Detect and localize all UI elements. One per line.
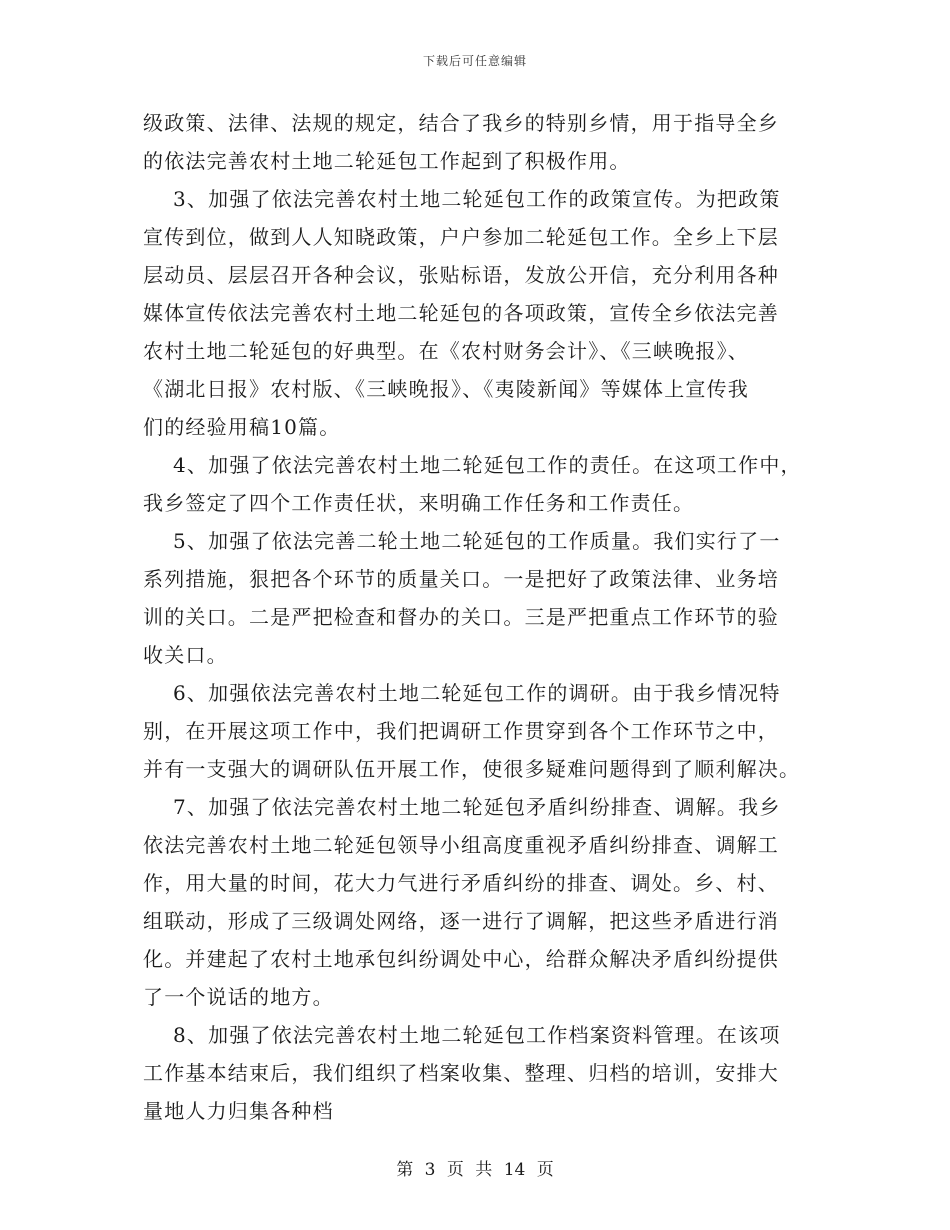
text-line: 级政策、法律、法规的规定，结合了我乡的特别乡情，用于指导全乡 [143,111,779,135]
text-line: 作，用大量的时间，花大力气进行矛盾纠纷的排查、调处。乡、村、 [143,871,779,895]
page-header: 下载后可任意编辑 [422,54,527,68]
text-line: 6、加强依法完善农村土地二轮延包工作的调研。由于我乡情况特 [173,681,781,705]
document-body [143,104,808,1130]
text-line: 并有一支强大的调研队伍开展工作，使很多疑难问题得到了顺利解决。 [143,757,801,781]
text-line: 的依法完善农村土地二轮延包工作起到了积极作用。 [143,149,631,173]
text-line: 化。并建起了农村土地承包纠纷调处中心，给群众解决矛盾纠纷提供 [143,947,779,971]
text-line: 5、加强了依法完善二轮土地二轮延包的工作质量。我们实行了一 [173,529,781,553]
text-line: 7、加强了依法完善农村土地二轮延包矛盾纠纷排查、调解。我乡 [173,795,781,819]
text-line: 《湖北日报》农村版、《三峡晚报》、《夷陵新闻》等媒体上宣传我 [143,377,749,401]
text-line: 3、加强了依法完善农村土地二轮延包工作的政策宣传。为把政策 [173,187,781,211]
text-line: 组联动，形成了三级调处网络，逐一进行了调解，把这些矛盾进行消 [143,909,779,933]
text-line: 别，在开展这项工作中，我们把调研工作贯穿到各个工作环节之中， [143,719,779,743]
text-line: 系列措施，狠把各个环节的质量关口。一是把好了政策法律、业务培 [143,567,779,591]
text-line: 工作基本结束后，我们组织了档案收集、整理、归档的培训，安排大 [143,1061,779,1085]
text-line: 媒体宣传依法完善农村土地二轮延包的各项政策，宣传全乡依法完善 [143,301,779,325]
text-line: 量地人力归集各种档 [143,1099,334,1123]
text-line: 8、加强了依法完善农村土地二轮延包工作档案资料管理。在该项 [173,1023,781,1047]
text-line: 农村土地二轮延包的好典型。在《农村财务会计》、《三峡晚报》、 [143,339,749,363]
text-line: 宣传到位，做到人人知晓政策，户户参加二轮延包工作。全乡上下层 [143,225,779,249]
text-line: 们的经验用稿10篇。 [143,415,341,439]
text-line: 训的关口。二是严把检查和督办的关口。三是严把重点工作环节的验 [143,605,779,629]
text-line: 了一个说话的地方。 [143,985,334,1009]
text-line: 层动员、层层召开各种会议，张贴标语，发放公开信，充分利用各种 [143,263,779,287]
text-line: 依法完善农村土地二轮延包领导小组高度重视矛盾纠纷排查、调解工 [143,833,779,857]
text-line: 我乡签定了四个工作责任状，来明确工作任务和工作责任。 [143,491,695,515]
text-line: 收关口。 [143,643,228,667]
page-number-footer: 第 3 页 共 14 页 [396,1160,554,1180]
text-line: 4、加强了依法完善农村土地二轮延包工作的责任。在这项工作中， [173,453,802,477]
